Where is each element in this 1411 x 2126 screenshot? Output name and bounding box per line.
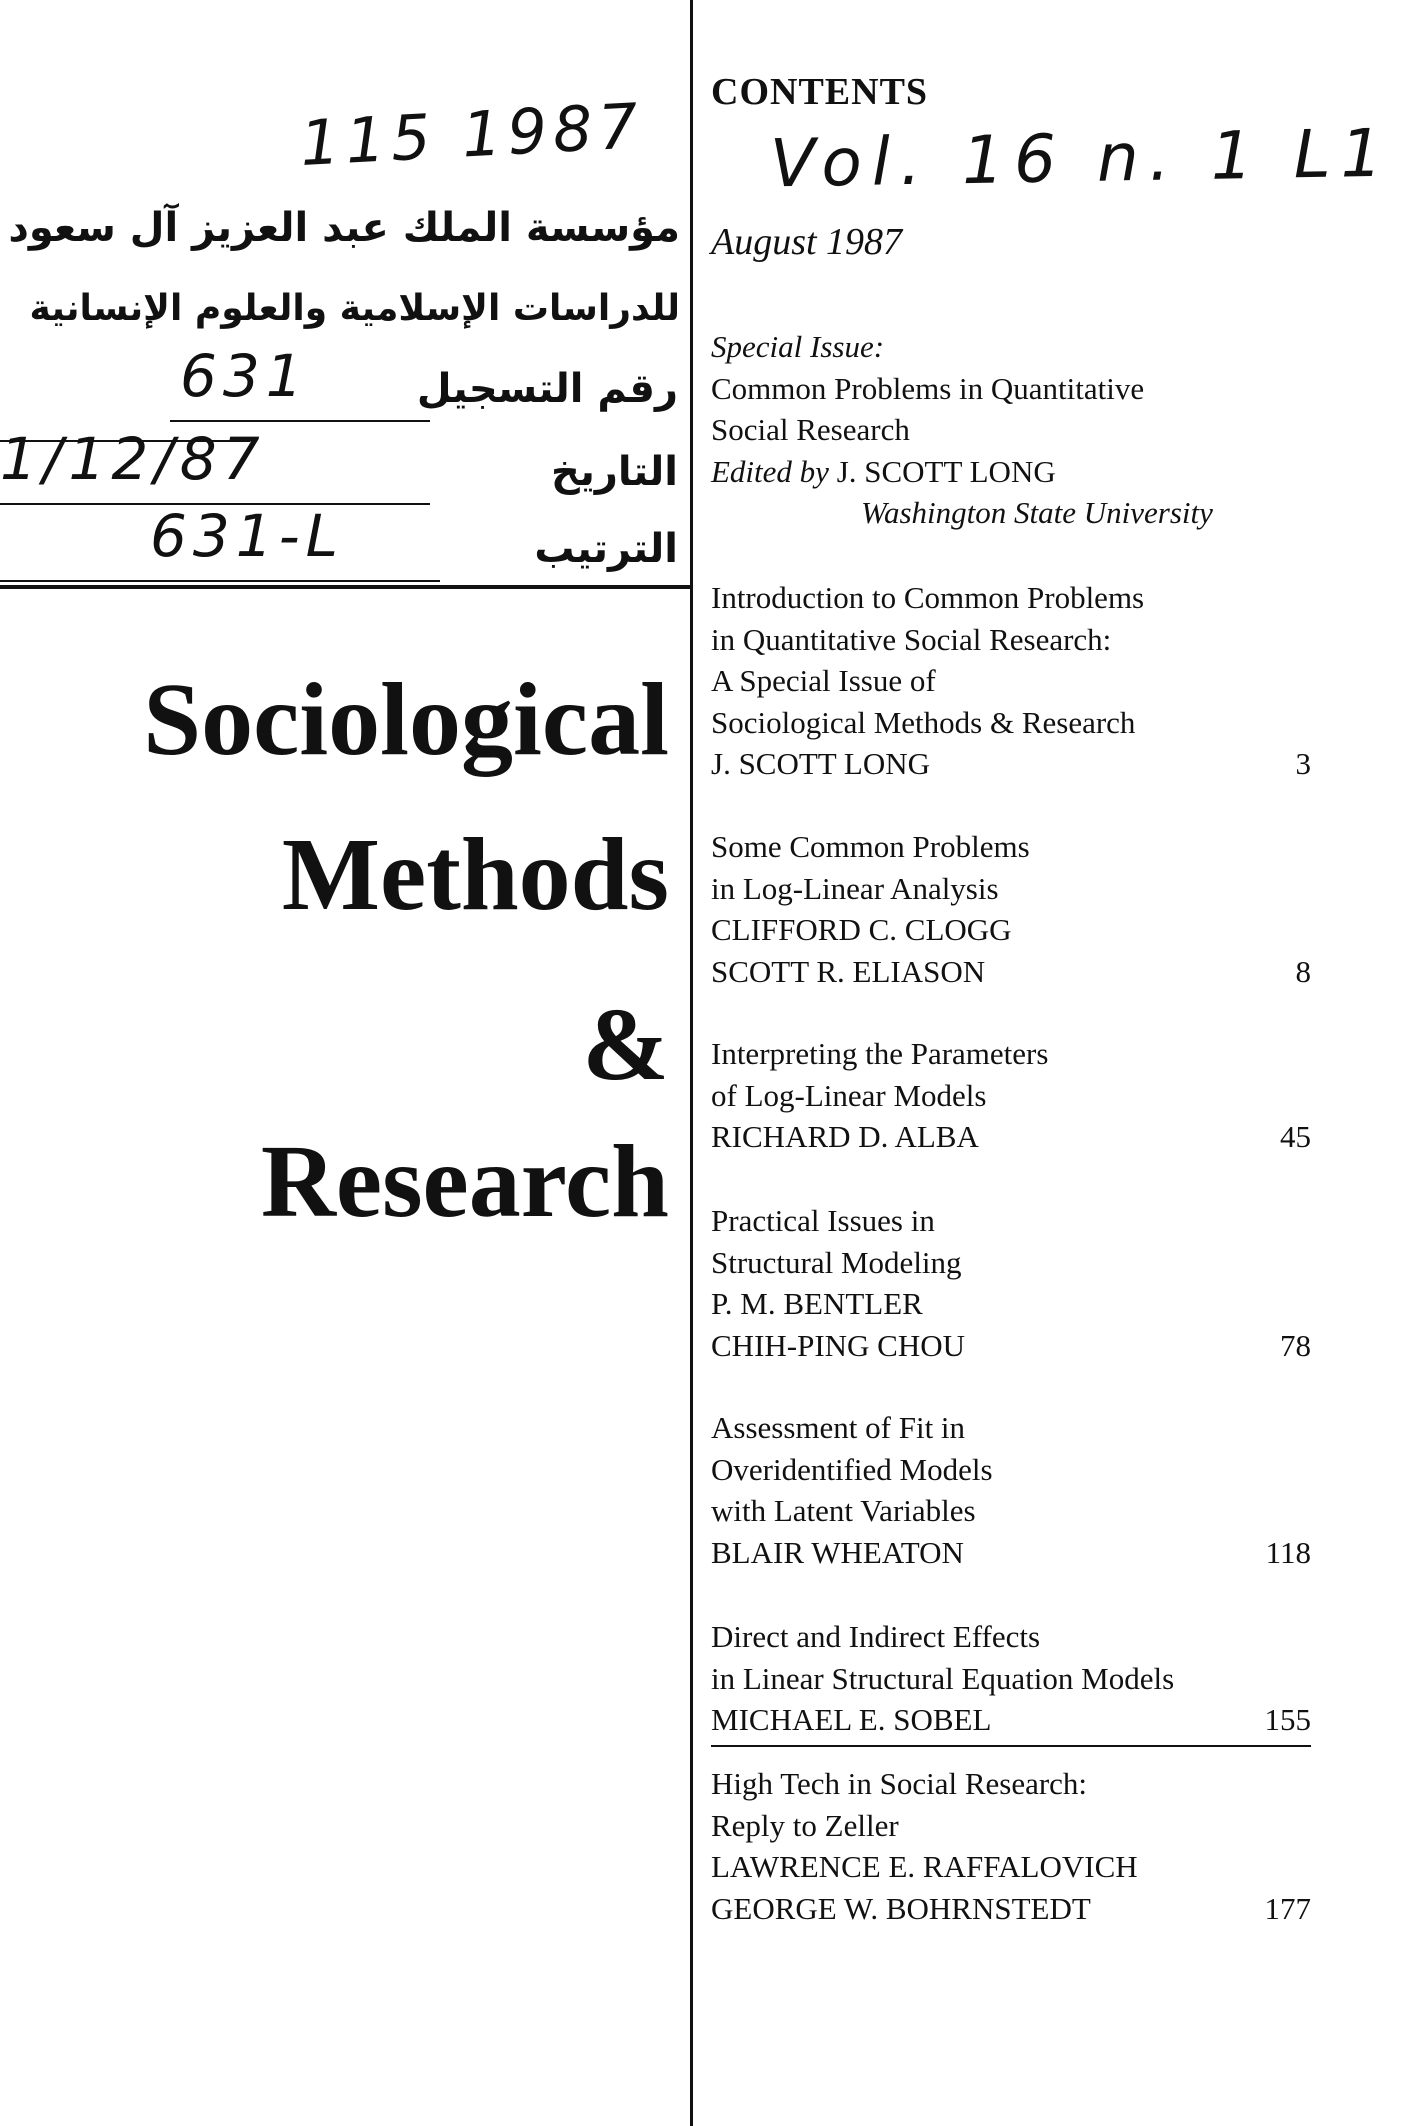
article-title-line: Direct and Indirect Effects [711, 1619, 1041, 1654]
article-entry [711, 1200, 1311, 1366]
stamp-institution-line1: مؤسسة الملك عبد العزيز آل سعود [8, 205, 680, 251]
article-author: CLIFFORD C. CLOGG [711, 912, 1012, 947]
stamp-date-label: التاريخ [551, 449, 678, 495]
article-author-name: RICHARD D. ALBA [711, 1119, 979, 1154]
journal-title-line3: & [582, 987, 669, 1102]
article-author [711, 1532, 1311, 1574]
article-title-line: Overidentified Models [711, 1451, 993, 1487]
article-title-line: Assessment of Fit in [711, 1410, 966, 1445]
article-title-line: Practical Issues in [711, 1203, 935, 1238]
article-title-line: in Linear Structural Equation Models [711, 1660, 1175, 1696]
editor-name: J. SCOTT LONG [836, 453, 1056, 489]
article-page-number: 3 [1295, 746, 1311, 781]
article-author [711, 1116, 1311, 1158]
article-author [711, 1699, 1311, 1741]
special-issue-title-line1: Common Problems in Quantitative [711, 370, 1145, 406]
article-entry [711, 1763, 1311, 1929]
stamp-order-value: 631-L [150, 502, 344, 570]
special-issue-title-line2: Social Research [711, 412, 910, 447]
stamp-date-row [0, 425, 690, 513]
article-author-name: SCOTT R. ELIASON [711, 953, 986, 989]
stamp-order-row [0, 502, 690, 590]
stamp-underline [0, 580, 440, 582]
article-entry [711, 577, 1311, 785]
article-author-name: BLAIR WHEATON [711, 1534, 964, 1570]
special-issue-block [711, 326, 1213, 534]
handwritten-accession-note: 115 1987 [298, 89, 646, 180]
article-title-line: Introduction to Common Problems [711, 580, 1145, 615]
special-issue-editor-line [711, 451, 1213, 493]
article-title-line: Sociological Methods & Research [711, 704, 1136, 740]
editor-affiliation: Washington State University [861, 495, 1213, 530]
stamp-registration-value: 631 [180, 342, 309, 410]
article-page-number: 78 [1280, 1327, 1311, 1363]
article-entry [711, 1033, 1311, 1158]
article-title-line: Structural Modeling [711, 1244, 962, 1280]
article-title-line: Reply to Zeller [711, 1807, 899, 1843]
stamp-order-label: الترتيب [534, 526, 678, 572]
column-divider [690, 0, 693, 2126]
issue-date: August 1987 [711, 221, 903, 263]
article-title-line: of Log-Linear Models [711, 1077, 987, 1113]
section-rule [711, 1745, 1311, 1747]
journal-title-line1: Sociological [143, 662, 669, 777]
article-entry [711, 1616, 1311, 1741]
edited-by-label: Edited by [711, 453, 829, 489]
article-author [711, 743, 1311, 785]
article-author: P. M. BENTLER [711, 1286, 923, 1321]
article-author-name: GEORGE W. BOHRNSTEDT [711, 1890, 1091, 1926]
article-page-number: 118 [1265, 1534, 1311, 1570]
article-page-number: 45 [1280, 1119, 1311, 1154]
article-title-line: High Tech in Social Research: [711, 1766, 1088, 1801]
journal-title-line4: Research [260, 1124, 669, 1239]
article-author-name: MICHAEL E. SOBEL [711, 1702, 992, 1737]
article-entry [711, 1407, 1311, 1573]
special-issue-label: Special Issue: [711, 329, 885, 364]
journal-title-line2: Methods [281, 817, 669, 932]
article-author [711, 1888, 1311, 1930]
stamp-date-value: 1/12/87 [0, 425, 266, 493]
article-author [711, 1325, 1311, 1367]
article-title-line: with Latent Variables [711, 1493, 976, 1528]
contents-heading: CONTENTS [711, 71, 929, 113]
article-title-line: in Log-Linear Analysis [711, 870, 999, 906]
article-title-line: A Special Issue of [711, 663, 936, 698]
article-author-name: J. SCOTT LONG [711, 746, 931, 781]
article-author-name: CHIH-PING CHOU [711, 1327, 966, 1363]
stamp-bottom-rule [0, 585, 690, 589]
stamp-registration-row [0, 342, 690, 430]
stamp-institution-line2: للدراسات الإسلامية والعلوم الإنسانية [29, 288, 680, 329]
article-page-number: 8 [1295, 953, 1311, 989]
library-stamp [0, 200, 690, 595]
article-entry [711, 826, 1311, 992]
article-page-number: 155 [1264, 1702, 1311, 1737]
stamp-underline [170, 420, 430, 422]
article-title-line: Some Common Problems [711, 829, 1030, 864]
stamp-registration-label: رقم التسجيل [416, 366, 678, 412]
article-page-number: 177 [1264, 1890, 1311, 1926]
article-title-line: in Quantitative Social Research: [711, 621, 1112, 657]
article-author [711, 951, 1311, 993]
article-author: LAWRENCE E. RAFFALOVICH [711, 1849, 1138, 1884]
handwritten-volume-note: Vol. 16 n. 1 L1 [769, 114, 1394, 203]
article-title-line: Interpreting the Parameters [711, 1036, 1049, 1071]
